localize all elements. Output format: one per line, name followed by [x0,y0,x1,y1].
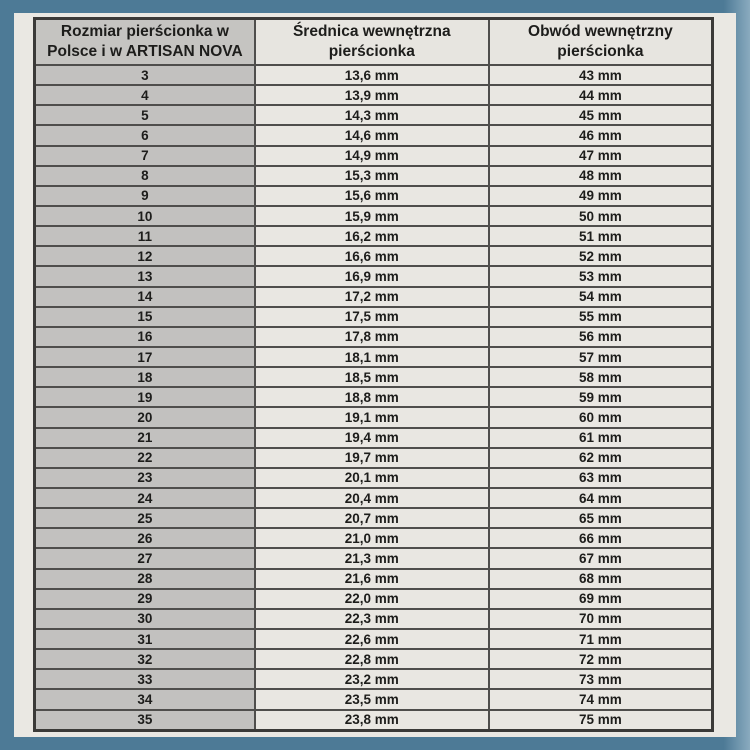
cell-inner-circumference: 46 mm [489,125,713,145]
cell-inner-diameter: 19,1 mm [255,407,489,427]
cell-ring-size: 17 [35,347,255,367]
table-row [35,327,713,347]
cell-inner-circumference: 62 mm [489,448,713,468]
table-row [35,468,713,488]
table-row [35,166,713,186]
cell-inner-circumference: 65 mm [489,508,713,528]
cell-inner-circumference: 61 mm [489,428,713,448]
table-row [35,266,713,286]
cell-ring-size: 9 [35,186,255,206]
cell-inner-diameter: 18,8 mm [255,387,489,407]
table-header [35,19,713,66]
cell-inner-diameter: 23,8 mm [255,710,489,731]
cell-inner-diameter: 20,4 mm [255,488,489,508]
cell-ring-size: 15 [35,307,255,327]
cell-inner-diameter: 21,0 mm [255,528,489,548]
cell-inner-circumference: 56 mm [489,327,713,347]
cell-inner-circumference: 66 mm [489,528,713,548]
table-row [35,428,713,448]
cell-ring-size: 13 [35,266,255,286]
cell-inner-circumference: 71 mm [489,629,713,649]
table-row [35,508,713,528]
cell-ring-size: 29 [35,589,255,609]
table-row [35,287,713,307]
header-inner-diameter: Średnica wewnętrzna pierścionka [255,19,489,66]
cell-inner-diameter: 13,9 mm [255,85,489,105]
table-row [35,629,713,649]
cell-inner-diameter: 22,3 mm [255,609,489,629]
cell-inner-circumference: 68 mm [489,569,713,589]
cell-inner-diameter: 16,9 mm [255,266,489,286]
table-row [35,367,713,387]
header-inner-circumference: Obwód wewnętrzny pierścionka [489,19,713,66]
cell-inner-diameter: 14,3 mm [255,105,489,125]
table-row [35,125,713,145]
table-row [35,206,713,226]
cell-inner-circumference: 47 mm [489,146,713,166]
cell-inner-circumference: 44 mm [489,85,713,105]
table-row [35,105,713,125]
cell-ring-size: 3 [35,65,255,85]
table-row [35,569,713,589]
cell-ring-size: 10 [35,206,255,226]
cell-ring-size: 26 [35,528,255,548]
table-row [35,488,713,508]
cell-inner-diameter: 19,7 mm [255,448,489,468]
cell-inner-circumference: 51 mm [489,226,713,246]
table-row [35,347,713,367]
cell-ring-size: 16 [35,327,255,347]
cell-inner-diameter: 22,0 mm [255,589,489,609]
cell-inner-circumference: 55 mm [489,307,713,327]
cell-inner-circumference: 52 mm [489,246,713,266]
cell-ring-size: 30 [35,609,255,629]
table-row [35,689,713,709]
cell-inner-diameter: 23,2 mm [255,669,489,689]
cell-ring-size: 22 [35,448,255,468]
cell-inner-diameter: 16,2 mm [255,226,489,246]
cell-inner-diameter: 17,2 mm [255,287,489,307]
cell-inner-diameter: 15,9 mm [255,206,489,226]
cell-ring-size: 25 [35,508,255,528]
table-row [35,246,713,266]
cell-inner-circumference: 48 mm [489,166,713,186]
cell-inner-diameter: 14,6 mm [255,125,489,145]
cell-inner-circumference: 60 mm [489,407,713,427]
cell-inner-diameter: 18,5 mm [255,367,489,387]
cell-ring-size: 11 [35,226,255,246]
table-row [35,146,713,166]
cell-inner-diameter: 17,8 mm [255,327,489,347]
cell-inner-circumference: 73 mm [489,669,713,689]
cell-inner-circumference: 64 mm [489,488,713,508]
cell-inner-diameter: 23,5 mm [255,689,489,709]
cell-ring-size: 4 [35,85,255,105]
table-row [35,448,713,468]
ring-size-table [33,17,714,732]
header-ring-size: Rozmiar pierścionka w Polsce i w ARTISAN NOVA [35,19,255,66]
cell-inner-circumference: 67 mm [489,548,713,568]
cell-ring-size: 35 [35,710,255,731]
table-row [35,307,713,327]
cell-ring-size: 19 [35,387,255,407]
cell-inner-diameter: 22,8 mm [255,649,489,669]
table-row [35,226,713,246]
cell-inner-diameter: 21,3 mm [255,548,489,568]
table-row [35,589,713,609]
table-row [35,669,713,689]
cell-ring-size: 23 [35,468,255,488]
cell-ring-size: 27 [35,548,255,568]
cell-ring-size: 28 [35,569,255,589]
cell-inner-diameter: 14,9 mm [255,146,489,166]
cell-inner-circumference: 54 mm [489,287,713,307]
cell-inner-circumference: 59 mm [489,387,713,407]
cell-inner-circumference: 57 mm [489,347,713,367]
cell-inner-circumference: 49 mm [489,186,713,206]
cell-inner-circumference: 72 mm [489,649,713,669]
cell-inner-circumference: 74 mm [489,689,713,709]
table-row [35,609,713,629]
cell-inner-diameter: 18,1 mm [255,347,489,367]
cell-inner-diameter: 13,6 mm [255,65,489,85]
cell-inner-diameter: 22,6 mm [255,629,489,649]
cell-inner-diameter: 20,7 mm [255,508,489,528]
cell-inner-circumference: 70 mm [489,609,713,629]
cell-ring-size: 5 [35,105,255,125]
table-row [35,85,713,105]
cell-inner-circumference: 45 mm [489,105,713,125]
cell-inner-diameter: 17,5 mm [255,307,489,327]
table-row [35,548,713,568]
cell-ring-size: 31 [35,629,255,649]
table-row [35,528,713,548]
cell-inner-circumference: 63 mm [489,468,713,488]
cell-inner-diameter: 19,4 mm [255,428,489,448]
cell-ring-size: 20 [35,407,255,427]
cell-inner-circumference: 53 mm [489,266,713,286]
cell-inner-diameter: 15,6 mm [255,186,489,206]
cell-ring-size: 12 [35,246,255,266]
table-row [35,710,713,731]
table-row [35,186,713,206]
table-row [35,387,713,407]
cell-ring-size: 14 [35,287,255,307]
cell-inner-circumference: 50 mm [489,206,713,226]
cell-inner-circumference: 43 mm [489,65,713,85]
table-row [35,649,713,669]
cell-inner-circumference: 58 mm [489,367,713,387]
cell-ring-size: 6 [35,125,255,145]
cell-ring-size: 34 [35,689,255,709]
table-row [35,65,713,85]
table-row [35,407,713,427]
cell-inner-diameter: 21,6 mm [255,569,489,589]
cell-ring-size: 18 [35,367,255,387]
cell-ring-size: 21 [35,428,255,448]
cell-inner-diameter: 16,6 mm [255,246,489,266]
cell-ring-size: 7 [35,146,255,166]
inner-panel [14,13,736,737]
cell-ring-size: 33 [35,669,255,689]
cell-inner-circumference: 69 mm [489,589,713,609]
cell-ring-size: 24 [35,488,255,508]
cell-inner-diameter: 15,3 mm [255,166,489,186]
cell-ring-size: 32 [35,649,255,669]
cell-inner-diameter: 20,1 mm [255,468,489,488]
cell-ring-size: 8 [35,166,255,186]
header-row [35,19,713,66]
table-body [35,65,713,731]
cell-inner-circumference: 75 mm [489,710,713,731]
